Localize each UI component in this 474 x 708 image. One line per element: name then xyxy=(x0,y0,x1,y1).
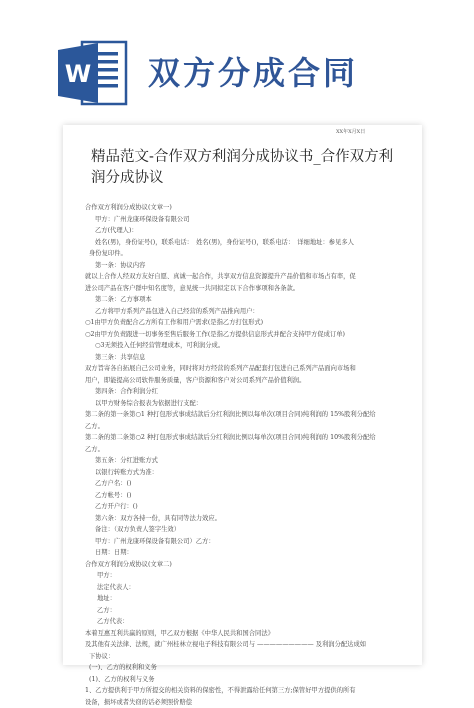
document-line: 乙方。 xyxy=(85,421,415,433)
document-line: 甲方：广州龙康环保设备有限公司 xyxy=(85,214,415,226)
document-line: 第一条：协议内容 xyxy=(85,260,415,272)
document-line: 第五条：分红进账方式 xyxy=(85,455,415,467)
document-line: 就以上合作人经双方友好自愿、真诚一起合作，共享双方信息资源提升产品价值和市场占有率，促 xyxy=(85,271,415,283)
document-line: 姓名(男)，身份证号()，联系电话： 姓名(男)，身份证号()，联系电话： 详细地址：参见多人 xyxy=(85,237,415,249)
document-line: 第三条：共享信息 xyxy=(85,352,415,364)
document-line: 乙方： xyxy=(85,605,415,617)
document-line: 下协议： xyxy=(85,651,415,663)
document-line: 第四条：合作利润分红 xyxy=(85,386,415,398)
document-line: 乙方。 xyxy=(85,444,415,456)
document-line: 乙方开户行：() xyxy=(85,501,415,513)
document-line: 合作双方利润分成协议(文章二) xyxy=(85,559,415,571)
document-line: 设备，损坏或者失窃的话必须照价赔偿 xyxy=(85,697,415,708)
svg-text:W: W xyxy=(65,60,91,88)
document-line: 乙方代表： xyxy=(85,616,415,628)
document-line: 用户，即能提高公司软件服务质量，客户资源和客户对公司系列产品价值利润。 xyxy=(85,375,415,387)
document-line: 本着互惠互利共赢的原则，甲乙双方根据《中华人民共和国合同法》 xyxy=(85,628,415,640)
document-line: 日期：日期： xyxy=(85,547,415,559)
document-line: 法定代表人： xyxy=(85,582,415,594)
document-line: ○3无须投入任何经营管理成本，可利润分成。 xyxy=(85,340,415,352)
document-line: ○1由甲方负责配合乙方所有工作和用户需求(是指乙方打包形式) xyxy=(85,317,415,329)
document-line: 以甲方财务综合报表为依据进行支配： xyxy=(85,398,415,410)
document-line: 地址： xyxy=(85,593,415,605)
document-line: (一)、乙方的权利和义务 xyxy=(85,662,415,674)
document-body xyxy=(85,202,415,708)
document-line: 乙方帐号：() xyxy=(85,490,415,502)
document-line: 第二条的第一条第○1 种打包形式事成结款后分红利润比例以每单次(项目合同)纯利润的 15%股利分配给 xyxy=(85,409,415,421)
document-line: 进公司产品在客户群中知名度等，意见统一共同拟定以下合作事项和各条款。 xyxy=(85,283,415,295)
word-document-icon xyxy=(58,40,128,106)
document-line: 甲方：广州龙康环保设备有限公司）乙方： xyxy=(85,536,415,548)
document-title: 精品范文-合作双方利润分成协议书_合作双方利润分成协议 xyxy=(91,147,407,189)
document-line: (1)、乙方的权利与义务 xyxy=(85,674,415,686)
document-line: 第二条：乙方事项本 xyxy=(85,294,415,306)
document-line: 甲方： xyxy=(85,570,415,582)
document-line: 以银行转账方式为准： xyxy=(85,467,415,479)
document-line: 1、乙方提供利于甲方所提交的相关资料的保密性，不得泄露给任何第三方;保管好甲方提供的所有 xyxy=(85,685,415,697)
banner-title: 双方分成合同 xyxy=(148,48,358,94)
document-page xyxy=(63,125,422,665)
document-line: 及其他有关法律、法规，就广州桂林立视电子科技有限公司与 ————————— 及利润分配达成如 xyxy=(85,639,415,651)
document-line: 第六条：双方各持一份，具有同等法力效应。 xyxy=(85,513,415,525)
document-date-stamp: XX年X月X日 xyxy=(336,128,365,135)
header-banner xyxy=(0,0,474,125)
document-line: 第二条的第二条第○2 种打包形式事成结款后分红利润比例以每单次(项目合同)纯利润的 10%股利分配给 xyxy=(85,432,415,444)
document-line: 双方旨寄各自拓展自己公司业务，同时将对方经营的系列产品配套打包进自己系列产品面向市场和 xyxy=(85,363,415,375)
document-line: 备注：（双方负责人签字生效） xyxy=(85,524,415,536)
document-line: 乙方将甲方系列产品包进入自己经营的系列产品推向用户： xyxy=(85,306,415,318)
document-line: 乙方户名：() xyxy=(85,478,415,490)
document-line: ○2由甲方负责跟进一切事务至售后服务工作(是指乙方提供信息形式并配合支持甲方促成订单) xyxy=(85,329,415,341)
document-line: 合作双方利润分成协议(文章一) xyxy=(85,202,415,214)
document-line: 乙方(代理人)： xyxy=(85,225,415,237)
document-line: 身份复印件。 xyxy=(85,248,415,260)
